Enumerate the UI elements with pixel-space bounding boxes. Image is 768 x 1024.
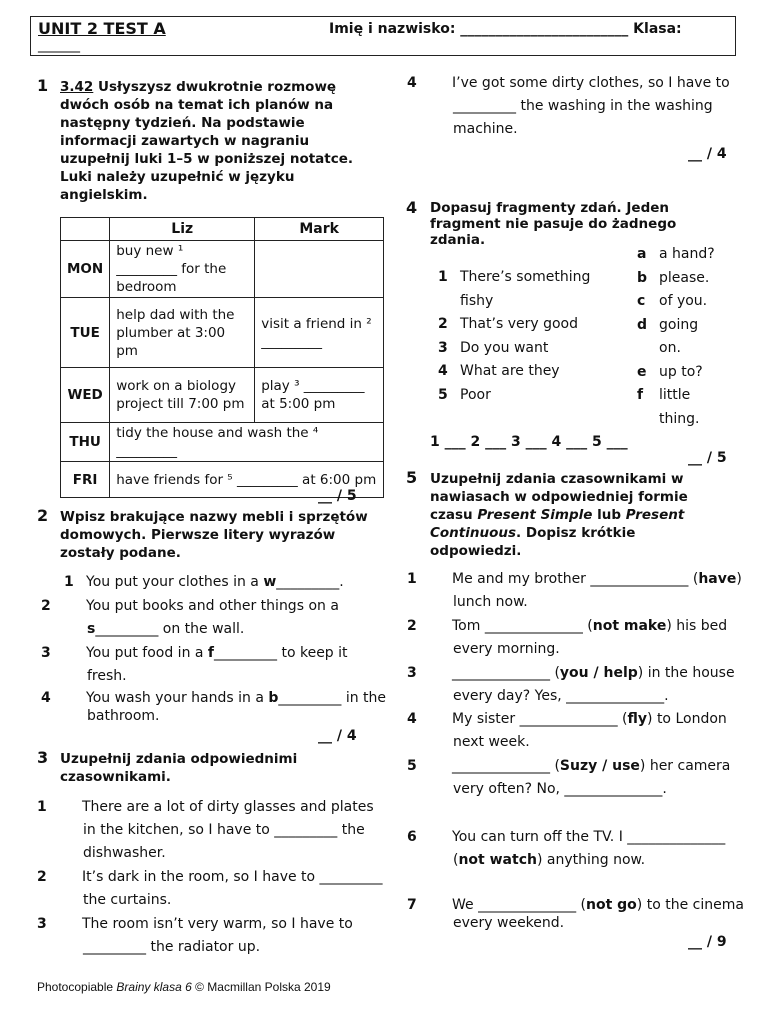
task5-item xyxy=(407,615,743,661)
task5-number: 5 xyxy=(406,468,418,487)
task5-score: __ / 9 xyxy=(688,934,727,950)
footer xyxy=(37,980,331,994)
item-verb: have xyxy=(698,571,737,587)
item-text: It’s dark in the room, so I have to _________ the curtains. xyxy=(82,869,383,908)
task3-item xyxy=(37,796,383,865)
item-text: My sister ______________ ( xyxy=(452,711,628,727)
name-class-label: Imię i nazwisko: ________________________ Klasa: xyxy=(329,21,682,37)
liz-cell: buy new ¹ _________ for the bedroom xyxy=(110,241,255,298)
item-text: ) her camera very often? No, ______________. xyxy=(453,758,731,797)
task1-instruction-text: Usłyszysz dwukrotnie rozmowę dwóch osób na temat ich planów na następny tydzień. Na podstawie informacji zawartych w nagraniu uzupełnij luki 1–5 w poniższej notatce. Luki należy uzupełnić w języku angielskim. xyxy=(60,79,354,203)
task5-item xyxy=(407,755,743,801)
task2-item xyxy=(64,571,374,594)
list-item xyxy=(438,313,628,337)
footer-suffix: © Macmillan Polska 2019 xyxy=(191,980,331,994)
list-item xyxy=(438,360,628,384)
item-number: 4 xyxy=(41,690,51,706)
task4-instruction: Dopasuj fragmenty zdań. Jeden fragment nie pasuje do żadnego zdania. xyxy=(430,200,677,248)
item-text: a hand? xyxy=(659,246,715,262)
day-cell: FRI xyxy=(61,462,110,498)
instr-part: Uzupełnij zdania czasownikami w nawiasach w odpowiedniej formie czasu xyxy=(430,471,688,523)
item-text: There’s something fishy xyxy=(460,269,591,309)
item-text: What are they xyxy=(460,363,560,379)
item-text: little thing. xyxy=(659,387,700,427)
list-item xyxy=(438,266,628,313)
item-verb: Suzy / use xyxy=(559,758,640,774)
item-text: ) to London next week. xyxy=(453,711,727,750)
item-text: ______________ ( xyxy=(452,665,560,681)
task3-instruction: Uzupełnij zdania odpowiednimi czasownikami. xyxy=(60,751,298,785)
item-letter: s xyxy=(87,621,96,637)
item-letter: d xyxy=(637,316,648,333)
task2-number: 2 xyxy=(37,506,49,525)
item-text: ______________ ( xyxy=(452,758,560,774)
footer-title: Brainy klasa 6 xyxy=(116,980,192,994)
item-text: of you. xyxy=(659,293,708,309)
mark-cell: visit a friend in ² _________ xyxy=(255,298,384,368)
task3-item xyxy=(407,72,743,141)
item-text: Do you want xyxy=(460,339,549,356)
item-verb: fly xyxy=(627,711,648,727)
table-corner xyxy=(61,218,110,241)
item-number: 5 xyxy=(407,758,417,774)
footer-prefix: Photocopiable xyxy=(37,980,117,994)
liz-cell: tidy the house and wash the ⁴ _________ xyxy=(110,423,384,462)
item-text: going on. xyxy=(659,316,699,356)
liz-cell: help dad with the plumber at 3:00 pm xyxy=(110,298,255,368)
item-text: I’ve got some dirty clothes, so I have to _________ the washing in the washing machine. xyxy=(452,75,730,137)
item-number: 1 xyxy=(438,269,448,285)
item-text: You can turn off the TV. I ______________ ( xyxy=(452,829,726,868)
item-number: 2 xyxy=(438,316,448,332)
item-text: ) his bed every morning. xyxy=(453,618,728,657)
instr-part: lub xyxy=(592,507,626,523)
item-number: 3 xyxy=(438,339,448,356)
item-text: That’s very good xyxy=(460,316,578,332)
item-number: 4 xyxy=(438,363,448,379)
task3-score: __ / 4 xyxy=(688,146,727,162)
list-item xyxy=(637,267,737,291)
item-verb: not make xyxy=(592,618,667,634)
item-blank: _________ to keep it fresh. xyxy=(87,645,348,684)
task4-right-list xyxy=(637,243,737,431)
item-verb: not watch xyxy=(458,852,537,868)
unit-title: UNIT 2 TEST A xyxy=(38,19,166,38)
task1-number: 1 xyxy=(37,76,49,95)
item-number: 3 xyxy=(41,645,51,661)
list-item xyxy=(637,243,737,267)
item-blank: _________ in the bathroom. xyxy=(87,690,387,724)
item-letter: b xyxy=(637,269,648,286)
list-item xyxy=(637,314,737,361)
item-number: 2 xyxy=(41,598,51,614)
list-item xyxy=(637,290,737,314)
task2-item xyxy=(41,642,387,688)
item-number: 6 xyxy=(407,829,417,845)
task4-number: 4 xyxy=(406,198,418,217)
item-number: 4 xyxy=(407,711,417,727)
item-number: 5 xyxy=(438,386,448,403)
list-item xyxy=(637,384,737,431)
item-number: 3 xyxy=(37,916,47,932)
item-letter: c xyxy=(637,293,646,309)
item-number: 4 xyxy=(407,75,417,91)
item-number: 3 xyxy=(407,665,417,681)
task1-track: 3.42 xyxy=(60,79,94,95)
item-verb: not go xyxy=(586,897,637,913)
task1-score: __ / 5 xyxy=(318,488,357,504)
task1-plan-table xyxy=(60,217,384,498)
table-header-liz: Liz xyxy=(110,218,255,241)
table-row xyxy=(61,241,384,298)
list-item xyxy=(637,361,737,385)
task1-instruction xyxy=(60,78,360,204)
item-text: You put books and other things on a xyxy=(86,598,339,614)
item-number: 1 xyxy=(64,574,74,590)
item-blank: _________ on the wall. xyxy=(95,621,245,637)
item-text: You wash your hands in a xyxy=(86,690,269,706)
table-row xyxy=(61,368,384,423)
item-letter: f xyxy=(207,645,215,661)
day-cell: WED xyxy=(61,368,110,423)
item-letter: f xyxy=(637,387,644,403)
item-letter: b xyxy=(268,690,279,706)
task2-item xyxy=(41,689,387,725)
day-cell: MON xyxy=(61,241,110,298)
mark-cell: play ³ _________ at 5:00 pm xyxy=(255,368,384,423)
item-text: There are a lot of dirty glasses and plates in the kitchen, so I have to _________ the dishwasher. xyxy=(82,799,374,861)
item-letter: a xyxy=(637,246,647,262)
instr-part: . Dopisz krótkie odpowiedzi. xyxy=(430,525,636,559)
task3-number: 3 xyxy=(37,748,49,767)
item-number: 2 xyxy=(37,869,47,885)
item-text: You put food in a xyxy=(86,645,208,661)
class-blank: ______ xyxy=(38,37,80,53)
task2-instruction: Wpisz brakujące nazwy mebli i sprzętów domowych. Pierwsze litery wyrazów zostały podane. xyxy=(60,509,368,561)
item-text: up to? xyxy=(659,363,703,380)
task2-score: __ / 4 xyxy=(318,728,357,744)
table-row xyxy=(61,423,384,462)
item-text: The room isn’t very warm, so I have to _________ the radiator up. xyxy=(82,916,353,955)
task4-left-list xyxy=(438,266,628,407)
task4-answer-line: 1 ___ 2 ___ 3 ___ 4 ___ 5 ___ xyxy=(430,434,628,450)
table-row xyxy=(61,298,384,368)
item-verb: you / help xyxy=(559,665,638,681)
item-text: ) to the cinema every weekend. xyxy=(453,897,744,931)
task3-item xyxy=(37,913,383,959)
item-blank: _________. xyxy=(276,574,344,590)
item-text: You put your clothes in a xyxy=(86,574,264,590)
task5-item xyxy=(407,568,743,614)
item-text: ) anything now. xyxy=(536,852,646,868)
tense-present-simple: Present Simple xyxy=(477,507,593,523)
item-text: ) in the house every day? Yes, ______________. xyxy=(453,665,735,704)
item-letter: w xyxy=(263,574,277,590)
item-text: please. xyxy=(659,269,710,286)
list-item xyxy=(438,337,628,361)
item-text: We ______________ ( xyxy=(452,897,586,913)
list-item xyxy=(438,384,628,408)
task5-item xyxy=(407,896,753,932)
item-text: Tom ______________ ( xyxy=(452,618,593,634)
task5-instruction xyxy=(430,470,720,560)
day-cell: THU xyxy=(61,423,110,462)
liz-cell: have friends for ⁵ _________ at 6:00 pm xyxy=(110,462,384,498)
item-number: 7 xyxy=(407,897,417,913)
task4-score: __ / 5 xyxy=(688,450,727,466)
task2-item xyxy=(41,595,377,641)
task3-item xyxy=(37,866,383,912)
liz-cell: work on a biology project till 7:00 pm xyxy=(110,368,255,423)
table-header-mark: Mark xyxy=(255,218,384,241)
header-box xyxy=(30,16,736,56)
item-letter: e xyxy=(637,363,647,380)
task5-item xyxy=(407,826,753,872)
tense-present-continuous: Present Continuous xyxy=(430,507,685,541)
task5-item xyxy=(407,708,743,754)
task5-item xyxy=(407,662,758,708)
day-cell: TUE xyxy=(61,298,110,368)
item-number: 1 xyxy=(37,799,47,815)
item-text: ) lunch now. xyxy=(453,571,742,610)
item-text: Poor xyxy=(460,386,491,403)
item-text: Me and my brother ______________ ( xyxy=(452,571,699,587)
item-number: 1 xyxy=(407,571,417,587)
mark-cell xyxy=(255,241,384,298)
item-number: 2 xyxy=(407,618,417,634)
